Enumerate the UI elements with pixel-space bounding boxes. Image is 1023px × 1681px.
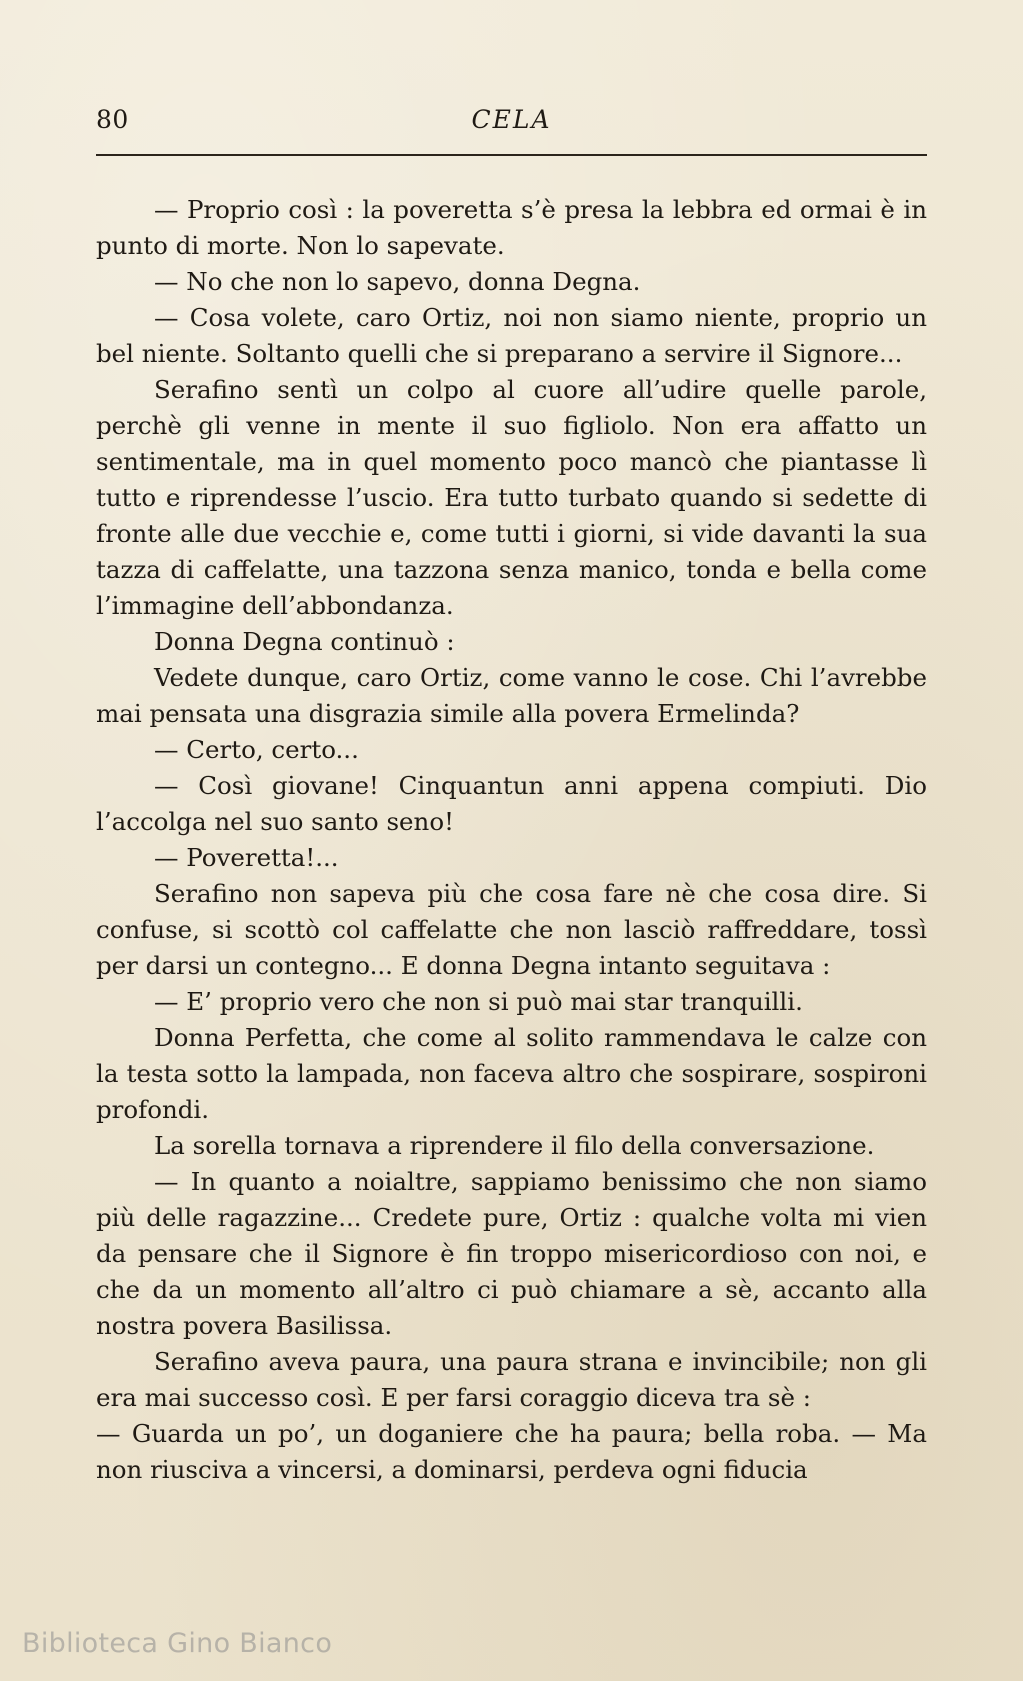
running-title: CELA	[471, 105, 552, 134]
page-body	[96, 192, 927, 1488]
paragraph: — Poveretta!...	[154, 843, 339, 872]
paragraph: Donna Degna continuò :	[154, 627, 455, 656]
paragraph: — E’ proprio vero che non si può mai star tranquilli.	[154, 987, 803, 1016]
paragraph: — Certo, certo...	[154, 735, 359, 764]
header-rule	[96, 154, 927, 156]
paragraph: — Così giovane! Cinquantun anni appena compiuti. Dio l’accolga nel suo santo seno!	[96, 771, 927, 836]
paragraph: Serafino sentì un colpo al cuore all’udire quelle parole, perchè gli venne in mente il suo figliolo. Non era affatto un sentimentale, ma in quel momento poco mancò che piantasse lì tutto e riprendesse l’uscio. Era tutto turbato quando si sedette di fronte alle due vecchie e, come tutti i giorni, si vide davanti la sua tazza di caffelatte, una tazzona senza manico, tonda e bella come l’immagine dell’abbondanza.	[96, 375, 927, 620]
paragraph: Serafino non sapeva più che cosa fare nè che cosa dire. Si confuse, si scottò col caffelatte che non lasciò raffreddare, tossì per darsi un contegno... E donna Degna intanto seguitava :	[96, 879, 927, 980]
paragraph: — Guarda un po’, un doganiere che ha paura; bella roba. — Ma non riusciva a vincersi, a dominarsi, perdeva ogni fiducia	[96, 1419, 927, 1484]
paragraph: — Proprio così : la poveretta s’è presa la lebbra ed ormai è in punto di morte. Non lo sapevate.	[96, 195, 927, 260]
page-header	[96, 98, 927, 142]
paragraph: — No che non lo sapevo, donna Degna.	[154, 267, 641, 296]
library-watermark: Biblioteca Gino Bianco	[22, 1628, 333, 1659]
paragraph: La sorella tornava a riprendere il filo della conversazione.	[154, 1131, 875, 1160]
paragraph: Serafino aveva paura, una paura strana e invincibile; non gli era mai successo così. E per farsi coraggio diceva tra sè :	[96, 1347, 927, 1412]
page-number: 80	[96, 105, 129, 134]
paragraph: Donna Perfetta, che come al solito rammendava le calze con la testa sotto la lampada, non faceva altro che sospirare, sospironi profondi.	[96, 1023, 927, 1124]
paragraph: — Cosa volete, caro Ortiz, noi non siamo niente, proprio un bel niente. Soltanto quelli che si preparano a servire il Signore...	[96, 303, 927, 368]
paragraph: Vedete dunque, caro Ortiz, come vanno le cose. Chi l’avrebbe mai pensata una disgrazia simile alla povera Ermelinda?	[96, 663, 927, 728]
paragraph: — In quanto a noialtre, sappiamo benissimo che non siamo più delle ragazzine... Credete pure, Ortiz : qualche volta mi vien da pensare che il Signore è fin troppo misericordioso con noi, e che da un momento all’altro ci può chiamare a sè, accanto alla nostra povera Basilissa.	[96, 1167, 927, 1340]
